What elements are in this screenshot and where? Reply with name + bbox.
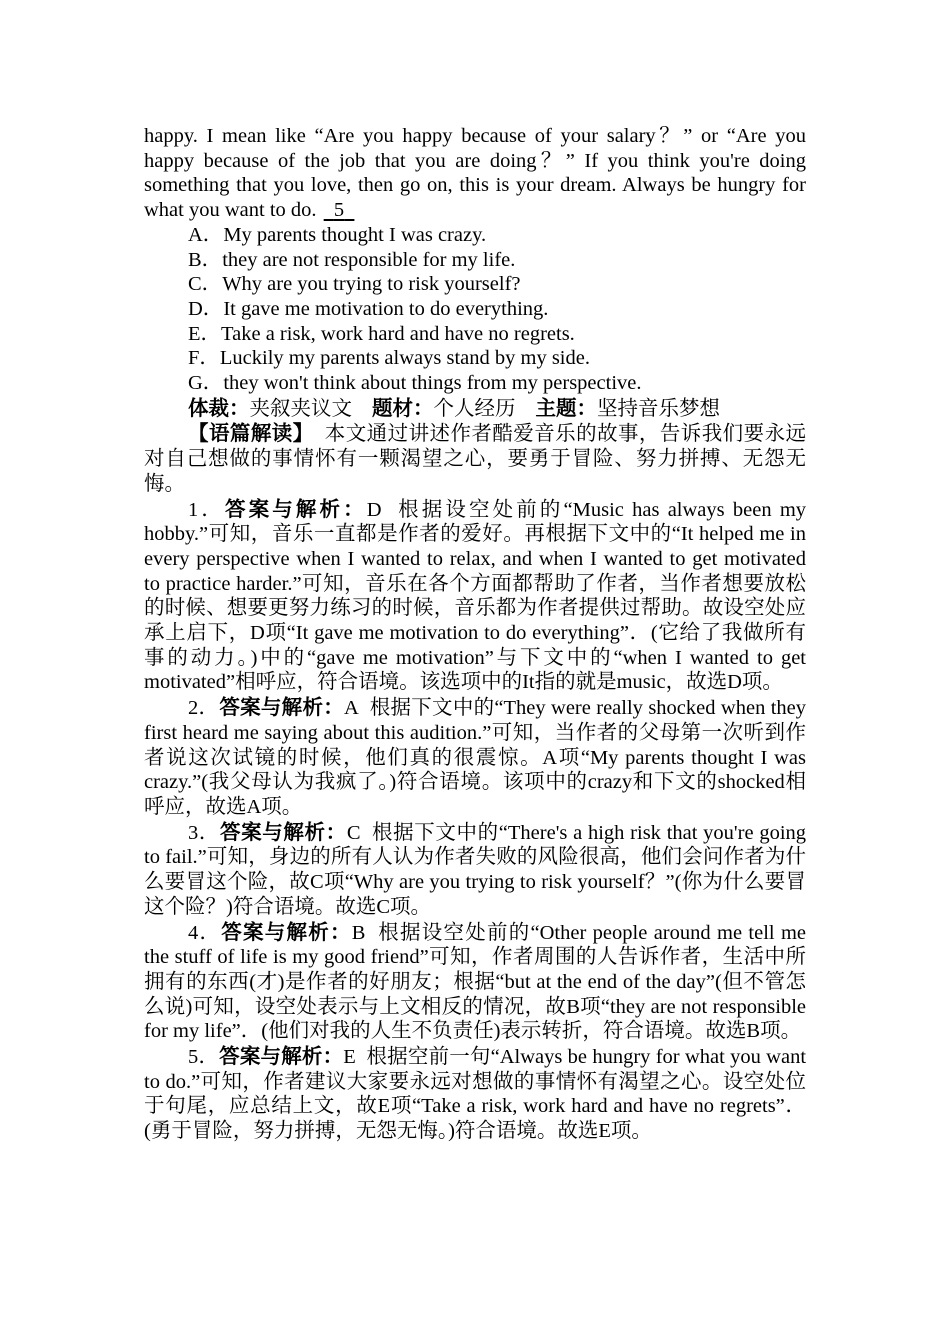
blank-5: 5 (333, 199, 345, 222)
answer-3: 3．答案与解析：C 根据下文中的“There's a high risk that you're going to fail.”可知，身边的所有人认为作者失败的风险很高，他们会问作者为什么要冒这个险，故C项“Why are you trying to risk yourself？”(你为什么要冒这个险？)符合语境。故选C项。 (144, 819, 807, 918)
option-item: E．Take a risk, work hard and have no regrets. (188, 322, 575, 345)
option-item: B．they are not responsible for my life. (188, 248, 516, 271)
interpretation-label: 【语篇解读】 (188, 421, 314, 446)
answer-text: 根据下文中的“They were really shocked when they first heard me saying about this audition.”可知，当作者的父母第一次听到作者说这次试镜的时候，他们真的很震惊。A项“My parents thought I was crazy.”(我父母认为我疯了。)符合语境。该项中的crazy和下文的shocked相呼应，故选A项。 (144, 697, 807, 818)
genre-value: 夹叙夹议文 (249, 397, 352, 420)
genre-label: 体裁： (188, 395, 250, 420)
interpretation (144, 421, 806, 496)
answer-key: E (343, 1046, 356, 1069)
answer-key: C (346, 821, 361, 844)
genre-line (144, 396, 806, 422)
answer-2: 2．答案与解析：A 根据下文中的“They were really shocked when they first heard me saying about this audition.”可知，当作者的父母第一次听到作者说这次试镜的时候，他们真的很震惊。A项“My parents thought I was crazy.”(我父母认为我疯了。)符合语境。该项中的crazy和下文的shocked相呼应，故选A项。 (144, 695, 807, 818)
answer-text: 根据设空处前的“Music has always been my hobby.”可知，音乐一直都是作者的爱好。再根据下文中的“It helped me in every perspective when I wanted to relax, and when I wanted to get motivated to practice harder.”可知，音乐在各个方面都帮助了作者，当作者想要放松的时候、想要更努力练习的时候，音乐都为作者提供过帮助。故设空处应承上启下，D项“It gave me motivation to do everything”．(它给了我做所有事的动力。)中的“gave me motivation”与下文中的“when I wanted to get motivated”相呼应，符合语境。该选项中的It指的就是music，故选D项。 (144, 498, 807, 694)
theme-value: 坚持音乐梦想 (597, 397, 720, 420)
answer-key: D (366, 498, 382, 521)
answer-text: 根据下文中的“There's a high risk that you're going to fail.”可知，身边的所有人认为作者失败的风险很高，他们会问作者为什么要冒这个险，故C项“Why are you trying to risk yourself？”(你为什么要冒这个险？)符合语境。故选C项。 (144, 821, 807, 918)
theme-label: 主题： (535, 395, 597, 420)
answer-text: 根据设空处前的“Other people around me tell me the stuff of life is my good friend”可知，作者周围的人告诉作者，生活中所拥有的东西(才)是作者的好朋友；根据“but at the end of the day”(但不管怎么说)可知，设空处表示与上文相反的情况，故B项“they are not responsible for my life”．(他们对我的人生不负责任)表示转折，符合语境。故选B项。 (144, 921, 807, 1043)
option-item: C．Why are you trying to risk yourself? (188, 273, 521, 296)
topic-value: 个人经历 (433, 397, 516, 420)
option-item: G．they won't think about things from my perspective. (188, 372, 642, 395)
answer-key: A (344, 697, 359, 720)
option-item: A．My parents thought I was crazy. (188, 223, 487, 246)
answer-1: 1．答案与解析：D 根据设空处前的“Music has always been my hobby.”可知，音乐一直都是作者的爱好。再根据下文中的“It helped me in every perspective when I wanted to relax, and when I wanted to get motivated to practice harder.”可知，音乐在各个方面都帮助了作者，当作者想要放松的时候、想要更努力练习的时候，音乐都为作者提供过帮助。故设空处应承上启下，D项“It gave me motivation to do everything”．(它给了我做所有事的动力。)中的“gave me motivation”与下文中的“when I wanted to get motivated”相呼应，符合语境。该选项中的It指的就是music，故选D项。 (144, 496, 807, 694)
interpretation-text: 本文通过讲述作者酷爱音乐的故事，告诉我们要永远对自己想做的事情怀有一颗渴望之心，要勇于冒险、努力拼搏、无怨无悔。 (144, 423, 807, 495)
document-content (144, 124, 806, 1144)
option-item: F．Luckily my parents always stand by my side. (188, 347, 590, 370)
topic-label: 题材： (372, 395, 434, 420)
answer-text: 根据空前一句“Always be hungry for what you want to do.”可知，作者建议大家要永远对想做的事情怀有渴望之心。设空处位于句尾，应总结上文，故E项“Take a risk, work hard and have no regrets”．(勇于冒险，努力拼搏，无怨无悔。)符合语境。故选E项。 (144, 1046, 807, 1143)
option-item: D．It gave me motivation to do everything. (188, 297, 549, 320)
passage-text: happy. I mean like “Are you happy because of your salary？” or “Are you happy because of the job that you are doing？” If you think you're doing something that you love, then go on, this is your dream. Always be hungry for what you want to do. (144, 125, 806, 222)
answer-key: B (351, 921, 366, 944)
passage-tail (144, 124, 806, 223)
answer-4: 4．答案与解析：B 根据设空处前的“Other people around me tell me the stuff of life is my good friend”可知，作者周围的人告诉作者，生活中所拥有的东西(才)是作者的好朋友；根据“but at the end of the day”(但不管怎么说)可知，设空处表示与上文相反的情况，故B项“they are not responsible for my life”．(他们对我的人生不负责任)表示转折，符合语境。故选B项。 (144, 919, 807, 1043)
answer-5: 5．答案与解析：E 根据空前一句“Always be hungry for what you want to do.”可知，作者建议大家要永远对想做的事情怀有渴望之心。设空处位于句尾，应总结上文，故E项“Take a risk, work hard and have no regrets”．(勇于冒险，努力拼搏，无怨无悔。)符合语境。故选E项。 (144, 1044, 807, 1143)
